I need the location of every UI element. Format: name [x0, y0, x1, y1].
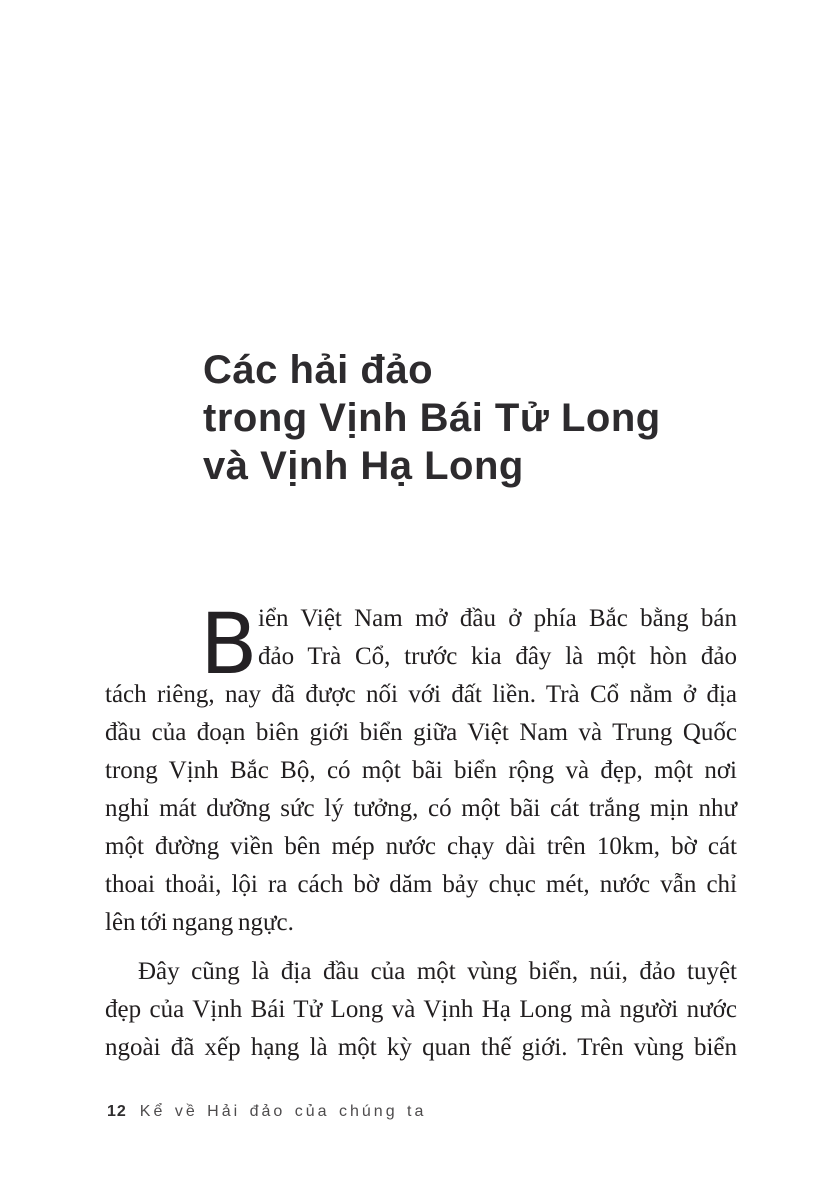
body-line: nghỉ mát dưỡng sức lý tưởng, có một bãi cát trắng mịn như — [105, 795, 737, 822]
paragraph-1 — [105, 595, 737, 942]
page-footer — [107, 1103, 426, 1121]
chapter-title-line: Các hải đảo — [203, 348, 434, 392]
body-line: thoai thoải, lội ra cách bờ dăm bảy chục mét, nước vẫn chỉ — [105, 871, 737, 898]
body-text — [105, 595, 737, 1067]
body-line: iển Việt Nam mở đầu ở phía Bắc bằng bán — [258, 605, 737, 632]
chapter-title-line: và Vịnh Hạ Long — [203, 444, 524, 488]
body-line: lên tới ngang ngực. — [105, 909, 294, 936]
body-line: đẹp của Vịnh Bái Tử Long và Vịnh Hạ Long mà người nước — [105, 996, 737, 1023]
body-line: trong Vịnh Bắc Bộ, có một bãi biển rộng và đẹp, một nơi — [105, 757, 737, 784]
page-number: 12 — [107, 1103, 127, 1120]
body-line: tách riêng, nay đã được nối với đất liền. Trà Cổ nằm ở địa — [105, 681, 737, 708]
body-line: đảo Trà Cổ, trước kia đây là một hòn đảo — [258, 643, 737, 670]
body-line: một đường viền bên mép nước chạy dài trên 10km, bờ cát — [105, 833, 737, 860]
body-line: ngoài đã xếp hạng là một kỳ quan thế giới. Trên vùng biển — [105, 1034, 737, 1061]
chapter-title-line: trong Vịnh Bái Tử Long — [203, 396, 661, 440]
drop-cap: B — [200, 595, 258, 693]
body-line: đầu của đoạn biên giới biển giữa Việt Nam và Trung Quốc — [105, 719, 737, 746]
body-line: Đây cũng là địa đầu của một vùng biển, núi, đảo tuyệt — [138, 958, 737, 985]
paragraph-2 — [105, 953, 737, 1067]
chapter-title — [203, 346, 661, 490]
running-foot-book-title: Kể về Hải đảo của chúng ta — [139, 1103, 427, 1120]
